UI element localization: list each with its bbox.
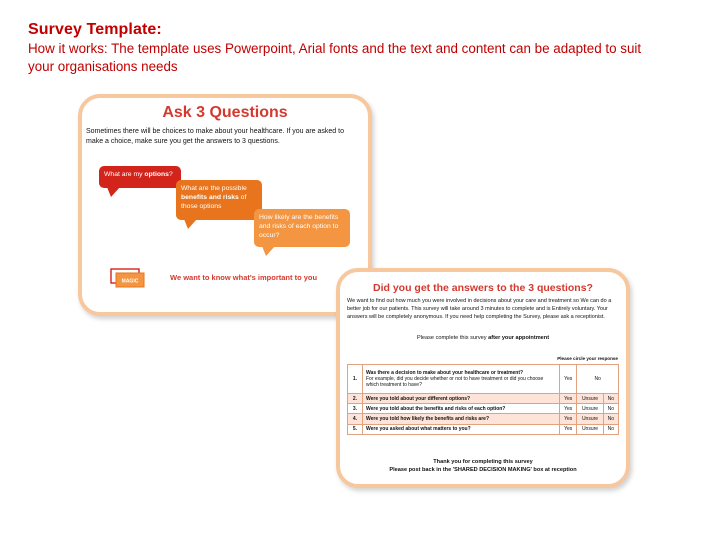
bubble2-bold: benefits and risks [181, 194, 239, 201]
complete-pre: Please complete this survey [416, 335, 489, 341]
row-number: 2. [348, 394, 363, 404]
question-bubble-options [99, 166, 181, 188]
complete-instruction [340, 335, 626, 341]
response-unsure[interactable]: Unsure [577, 394, 603, 404]
row-question [363, 365, 560, 394]
page-title: Survey Template: [28, 21, 162, 38]
complete-bold: after your appointment [488, 335, 550, 341]
response-yes[interactable]: Yes [560, 404, 577, 414]
row-question-text: Were you told about the benefits and risks of each option? [363, 404, 560, 414]
bubble2-pre: What are the possible [181, 185, 247, 192]
magic-logo-icon [110, 266, 148, 290]
ask-3-questions-card [78, 94, 372, 316]
bubble1-pre: What are my [104, 171, 145, 178]
table-row [348, 365, 619, 394]
row-number: 4. [348, 414, 363, 424]
survey-card [336, 268, 630, 488]
row-number: 5. [348, 424, 363, 434]
survey-table [347, 364, 619, 435]
response-yes[interactable]: Yes [560, 394, 577, 404]
question-bubble-benefits [176, 180, 262, 220]
response-unsure[interactable]: Unsure [577, 424, 603, 434]
response-unsure[interactable]: Unsure [577, 414, 603, 424]
thanks-line-1: Thank you for completing this survey [433, 459, 533, 465]
response-no[interactable]: No [577, 365, 619, 394]
card2-title: Did you get the answers to the 3 questions? [373, 282, 593, 294]
row-question-sub: For example, did you decide whether or not to have treatment or did you choose which treatment to have? [366, 375, 544, 389]
table-row [348, 394, 619, 404]
card1-footer: We want to know what's important to you [170, 273, 318, 282]
row-number: 1. [348, 365, 363, 394]
response-no[interactable]: No [603, 424, 618, 434]
table-row [348, 404, 619, 414]
bubble2-post: of those options [181, 194, 247, 210]
question-bubble-likelihood: How likely are the benefits and risks of each option to occur? [254, 209, 350, 247]
bubble1-post: ? [168, 171, 173, 178]
card1-title: Ask 3 Questions [162, 104, 288, 121]
page-description: How it works: The template uses Powerpoint, Arial fonts and the text and content can be adapted to suit your organisations needs [28, 41, 642, 74]
logo-text: MAGIC [121, 278, 139, 285]
circle-response-label: Please circle your response [557, 356, 618, 361]
response-yes[interactable]: Yes [560, 414, 577, 424]
response-no[interactable]: No [603, 404, 618, 414]
thanks-line-2: Please post back in the 'SHARED DECISION MAKING' box at reception [389, 467, 577, 473]
response-no[interactable]: No [603, 394, 618, 404]
response-yes[interactable]: Yes [560, 424, 577, 434]
response-no[interactable]: No [603, 414, 618, 424]
response-unsure[interactable]: Unsure [577, 404, 603, 414]
row-question-text: Were you asked about what matters to you? [363, 424, 560, 434]
row-question-text: Were you told about your different options? [363, 394, 560, 404]
thanks-note [340, 458, 626, 474]
row-question-text: Was there a decision to make about your healthcare or treatment? [366, 369, 524, 376]
row-question-text: Were you told how likely the benefits and risks are? [363, 414, 560, 424]
table-row [348, 414, 619, 424]
bubble1-bold: options [144, 171, 169, 178]
response-yes[interactable]: Yes [560, 365, 577, 394]
card2-intro: We want to find out how much you were involved in decisions about your care and treatment so We can do a better job for our patients. This survey will take around 3 minutes to complete and is Entirely voluntary. Your answers will be completely anonymous. If you need help completing the Survey, please ask a receptionist. [347, 298, 612, 320]
row-number: 3. [348, 404, 363, 414]
table-row [348, 424, 619, 434]
card1-intro: Sometimes there will be choices to make about your healthcare. If you are asked to make a choice, make sure you get the answers to 3 questions. [86, 128, 344, 145]
